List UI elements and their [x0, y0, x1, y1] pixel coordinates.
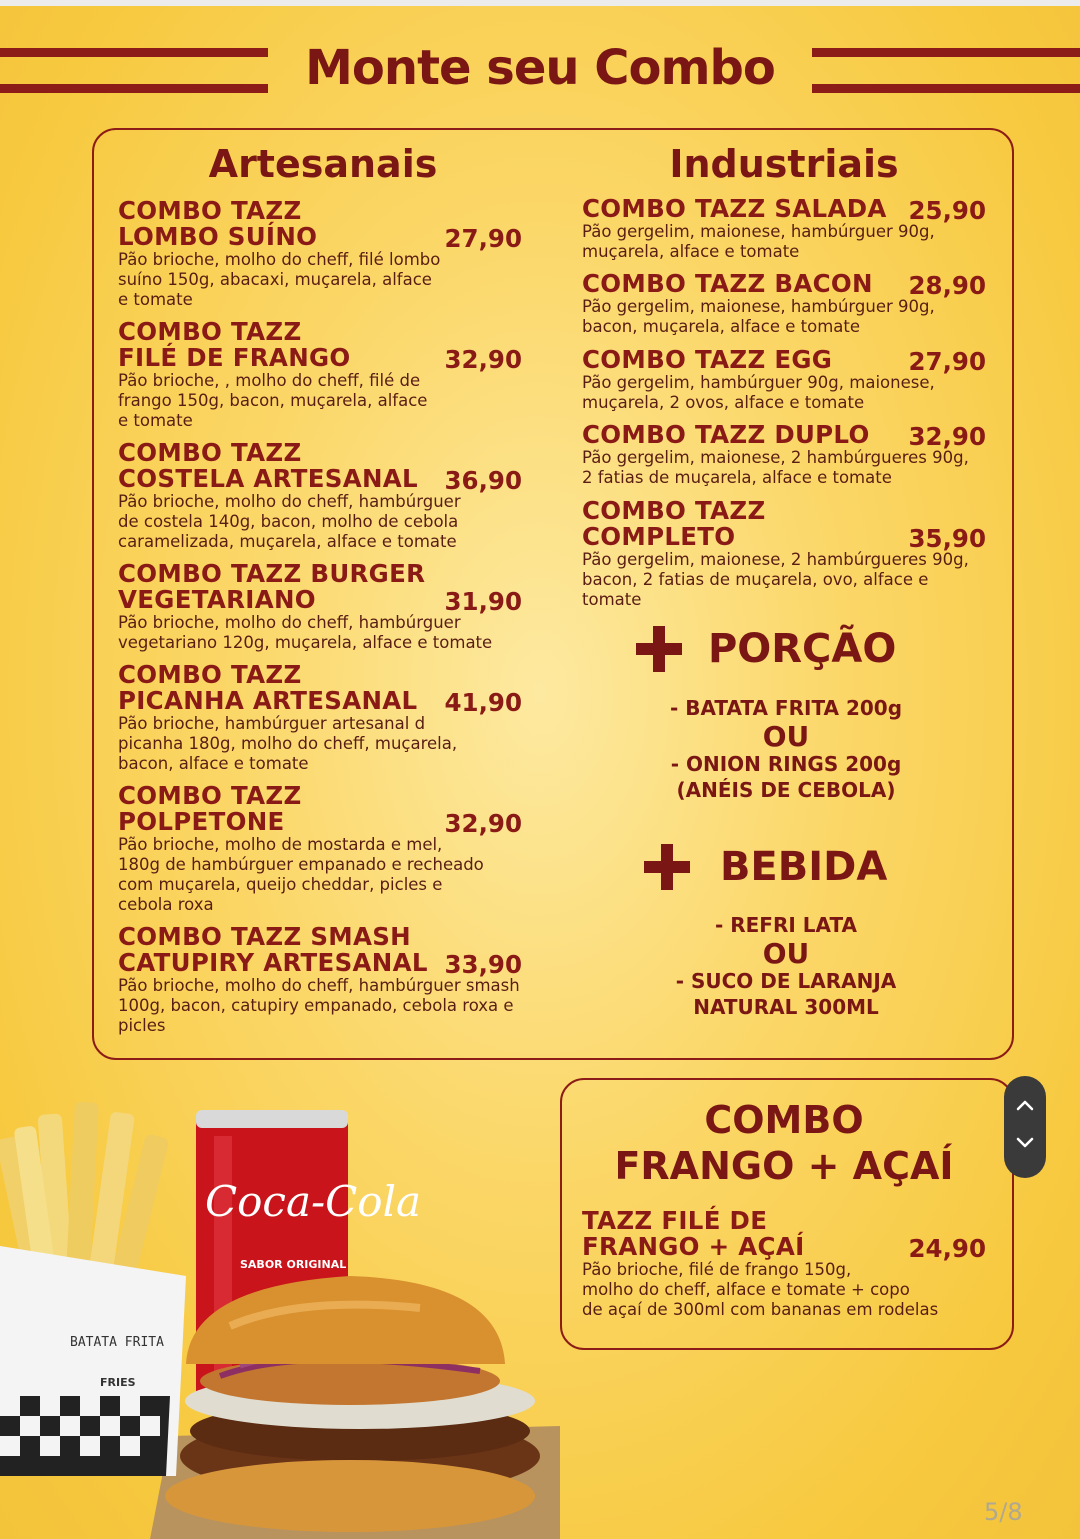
combo-food-photo	[0, 1096, 560, 1539]
can-brand-text: Coca-Cola	[205, 1177, 422, 1226]
artesanais-title: Artesanais	[208, 142, 438, 186]
top-bar	[0, 0, 1080, 6]
bebida-option-1: - REFRI LATA	[714, 913, 858, 937]
artesanais-item	[118, 440, 522, 552]
industriais-item-price: 32,90	[908, 422, 986, 451]
artesanais-item-price: 32,90	[444, 345, 522, 374]
artesanais-item	[118, 561, 522, 653]
industriais-item-name: COMBO TAZZ EGG	[582, 345, 833, 374]
industriais-item-name: COMBO TAZZ DUPLO	[582, 420, 870, 449]
industriais-item-name: COMBO TAZZ COMPLETO	[582, 496, 766, 551]
industriais-item-price: 27,90	[908, 347, 986, 376]
artesanais-item	[118, 198, 522, 310]
artesanais-item-name: COMBO TAZZ LOMBO SUÍNO	[118, 196, 318, 251]
artesanais-item-name: COMBO TAZZ BURGER VEGETARIANO	[118, 559, 426, 614]
chevron-up-icon	[1004, 1090, 1046, 1120]
combo-acai-item	[582, 1208, 986, 1320]
page-scroller	[1004, 1076, 1046, 1178]
artesanais-item	[118, 662, 522, 774]
industriais-item	[582, 347, 986, 413]
bebida-title: BEBIDA	[719, 844, 888, 890]
industriais-item	[582, 498, 986, 610]
fries-box	[0, 1246, 186, 1476]
combo-acai-title-2: FRANGO + AÇAÍ	[614, 1144, 954, 1188]
porcao-or: OU	[762, 720, 810, 753]
artesanais-item	[118, 924, 522, 1036]
page-title: Monte seu Combo	[305, 40, 775, 96]
scroll-down-button[interactable]	[1004, 1128, 1046, 1164]
fries-box-text: BATATA FRITA	[70, 1335, 164, 1350]
industriais-item-price: 25,90	[908, 196, 986, 225]
artesanais-item	[118, 783, 522, 915]
bebida-option-2: - SUCO DE LARANJA	[675, 969, 897, 993]
artesanais-item	[118, 319, 522, 431]
artesanais-item-name: COMBO TAZZ FILÉ DE FRANGO	[118, 317, 351, 372]
artesanais-item-desc: Pão brioche, , molho do cheff, filé de frango 150g, bacon, muçarela, alface e tomate	[118, 371, 428, 430]
combo-acai-item-price: 24,90	[908, 1234, 986, 1263]
industriais-item-name: COMBO TAZZ BACON	[582, 269, 873, 298]
combo-acai-item-desc: Pão brioche, filé de frango 150g, molho do cheff, alface e tomate + copo de açaí de 300ml com bananas em rodelas	[582, 1260, 939, 1319]
industriais-title: Industriais	[669, 142, 899, 186]
artesanais-item-desc: Pão brioche, molho de mostarda e mel, 180g de hambúrguer empanado e recheado com muçarela, queijo cheddar, picles e cebola roxa	[118, 835, 484, 914]
scroll-up-button[interactable]	[1004, 1090, 1046, 1126]
industriais-item-desc: Pão gergelim, hambúrguer 90g, maionese, muçarela, 2 ovos, alface e tomate	[582, 373, 935, 412]
artesanais-item-name: COMBO TAZZ PICANHA ARTESANAL	[118, 660, 418, 715]
fries-side-text: FRIES	[100, 1376, 136, 1389]
artesanais-item-price: 27,90	[444, 224, 522, 253]
artesanais-item-desc: Pão brioche, molho do cheff, hambúrguer smash 100g, bacon, catupiry empanado, cebola roxa e picles	[118, 976, 520, 1035]
industriais-item	[582, 422, 986, 488]
artesanais-item-price: 31,90	[444, 587, 522, 616]
page-indicator: 5/8	[984, 1498, 1023, 1526]
industriais-item-desc: Pão gergelim, maionese, 2 hambúrgueres 90g, 2 fatias de muçarela, alface e tomate	[582, 448, 969, 487]
burger	[165, 1276, 540, 1532]
porcao-title: PORÇÃO	[707, 626, 897, 672]
chevron-down-icon	[1004, 1128, 1046, 1158]
artesanais-item-price: 33,90	[444, 950, 522, 979]
artesanais-item-price: 36,90	[444, 466, 522, 495]
porcao-option-2: - ONION RINGS 200g	[670, 752, 902, 776]
porcao-option-2-note: (ANÉIS DE CEBOLA)	[676, 778, 896, 802]
industriais-item-desc: Pão gergelim, maionese, hambúrguer 90g, bacon, muçarela, alface e tomate	[582, 297, 935, 336]
industriais-item-name: COMBO TAZZ SALADA	[582, 194, 887, 223]
industriais-item-price: 28,90	[908, 271, 986, 300]
artesanais-item-name: COMBO TAZZ POLPETONE	[118, 781, 302, 836]
can-sub-text: SABOR ORIGINAL	[240, 1258, 347, 1271]
porcao-heading	[636, 624, 896, 672]
porcao-option-1: - BATATA FRITA 200g	[669, 696, 903, 720]
artesanais-item-price: 32,90	[444, 809, 522, 838]
plus-icon	[636, 626, 682, 672]
artesanais-item-name: COMBO TAZZ COSTELA ARTESANAL	[118, 438, 418, 493]
artesanais-item-desc: Pão brioche, molho do cheff, hambúrguer vegetariano 120g, muçarela, alface e tomate	[118, 613, 493, 652]
artesanais-item-desc: Pão brioche, molho do cheff, filé lombo suíno 150g, abacaxi, muçarela, alface e tomate	[118, 250, 441, 309]
industriais-item	[582, 196, 986, 262]
artesanais-item-desc: Pão brioche, molho do cheff, hambúrguer de costela 140g, bacon, molho de cebola caramelizada, muçarela, alface e tomate	[118, 492, 461, 551]
industriais-item-price: 35,90	[908, 524, 986, 553]
artesanais-item-price: 41,90	[444, 688, 522, 717]
industriais-item-desc: Pão gergelim, maionese, 2 hambúrgueres 90g, bacon, 2 fatias de muçarela, ovo, alface e tomate	[582, 550, 969, 609]
combo-acai-title-1: COMBO	[704, 1098, 864, 1142]
industriais-item-desc: Pão gergelim, maionese, hambúrguer 90g, muçarela, alface e tomate	[582, 222, 935, 261]
bebida-option-2-note: NATURAL 300ML	[693, 995, 879, 1019]
industriais-item	[582, 271, 986, 337]
artesanais-item-name: COMBO TAZZ SMASH CATUPIRY ARTESANAL	[118, 922, 428, 977]
combo-acai-item-name: TAZZ FILÉ DE FRANGO + AÇAÍ	[582, 1206, 805, 1261]
artesanais-item-desc: Pão brioche, hambúrguer artesanal d picanha 180g, molho do cheff, muçarela, bacon, alface e tomate	[118, 714, 458, 773]
bebida-heading	[644, 842, 887, 890]
bebida-or: OU	[762, 937, 810, 970]
plus-icon	[644, 844, 690, 890]
